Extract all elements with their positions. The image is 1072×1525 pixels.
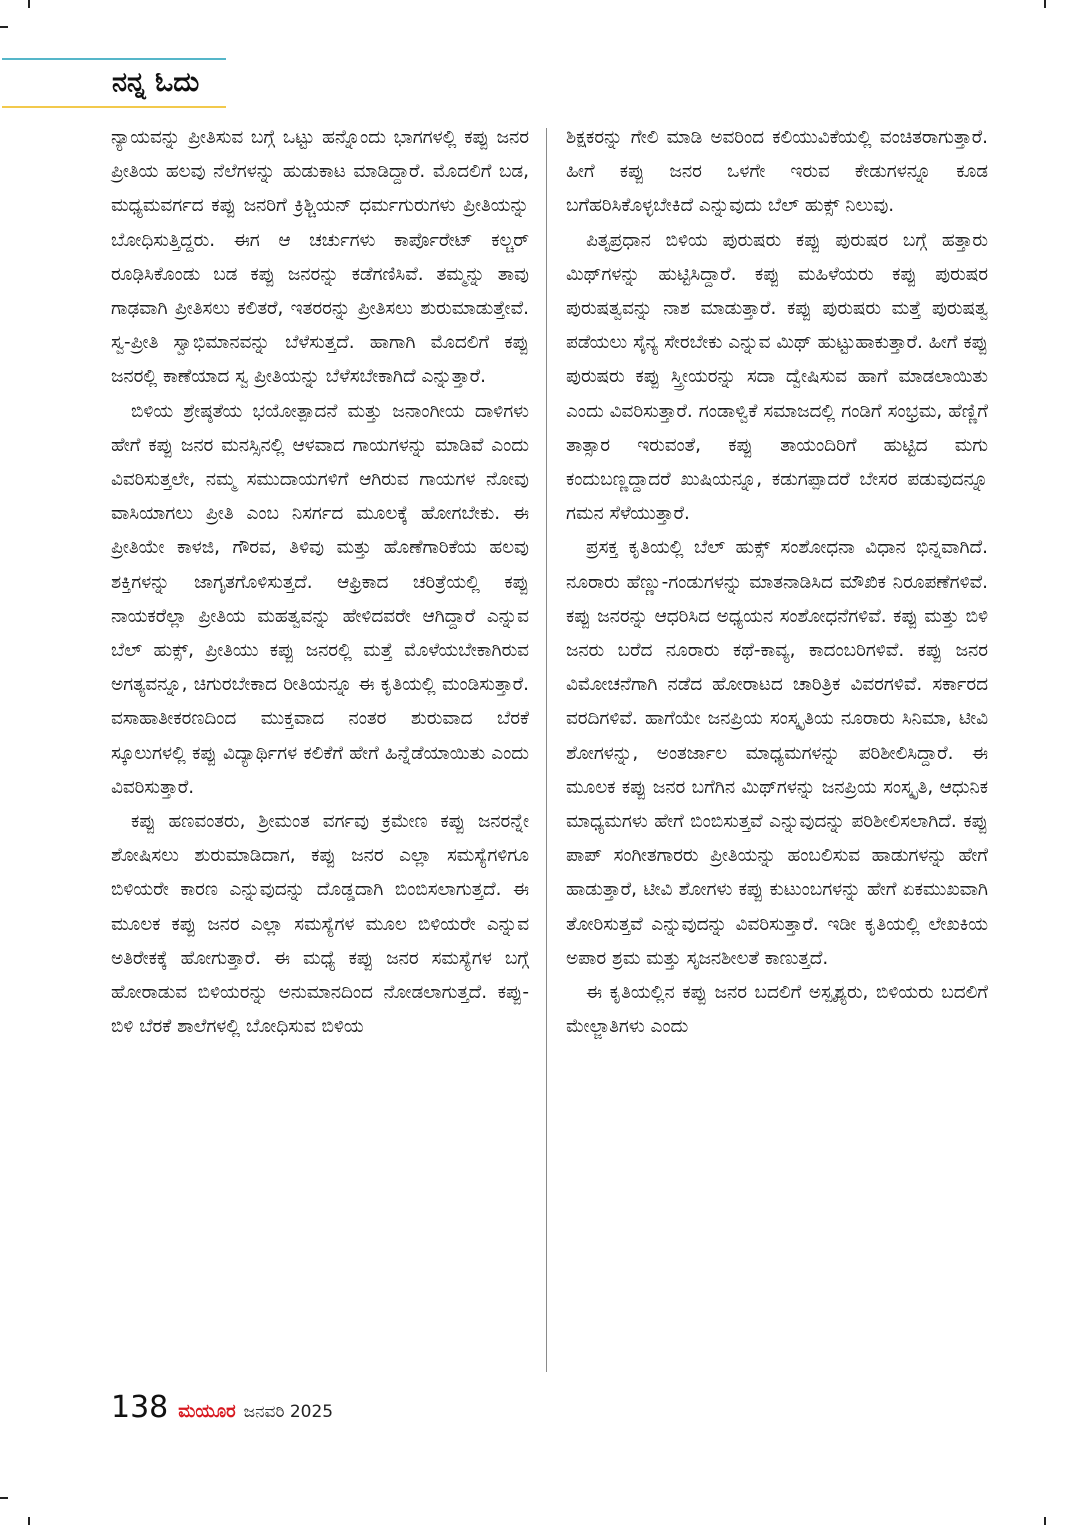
crop-mark-top-left [28,0,30,8]
paragraph: ಶಿಕ್ಷಕರನ್ನು ಗೇಲಿ ಮಾಡಿ ಅವರಿಂದ ಕಲಿಯುವಿಕೆಯಲ್ಲಿ ವಂಚಿತರಾಗುತ್ತಾರೆ. ಹೀಗೆ ಕಪ್ಪು ಜನರ ಒಳಗೇ ಇರುವ ಕೇಡುಗಳನ್ನೂ ಕೂಡ ಬಗೆಹರಿಸಿಕೊಳ್ಳಬೇಕಿದೆ ಎನ್ನುವುದು ಬೆಲ್ ಹುಕ್ಸ್ ನಿಲುವು. [566,127,988,217]
header-top-rule [2,58,226,60]
section-title: ನನ್ನ ಓದು [112,67,200,98]
crop-mark-bottom-left [28,1517,30,1525]
crop-mark-left-upper [0,26,8,28]
column-divider [546,128,547,1372]
section-header [0,56,228,112]
crop-mark-top-right [1044,0,1046,8]
page-number: 138 [111,1390,169,1425]
paragraph: ಪಿತೃಪ್ರಧಾನ ಬಿಳಿಯ ಪುರುಷರು ಕಪ್ಪು ಪುರುಷರ ಬಗ್ಗೆ ಹತ್ತಾರು ಮಿಥ್‌ಗಳನ್ನು ಹುಟ್ಟಿಸಿದ್ದಾರೆ. ಕಪ್ಪು ಮಹಿಳೆಯರು ಕಪ್ಪು ಪುರುಷರ ಪುರುಷತ್ವವನ್ನು ನಾಶ ಮಾಡುತ್ತಾರೆ. ಕಪ್ಪು ಪುರುಷರು ಮತ್ತೆ ಪುರುಷತ್ವ ಪಡೆಯಲು ಸೈನ್ಯ ಸೇರಬೇಕು ಎನ್ನುವ ಮಿಥ್ ಹುಟ್ಟುಹಾಕುತ್ತಾರೆ. ಹೀಗೆ ಕಪ್ಪು ಪುರುಷರು ಕಪ್ಪು ಸ್ತ್ರೀಯರನ್ನು ಸದಾ ದ್ವೇಷಿಸುವ ಹಾಗೆ ಮಾಡಲಾಯಿತು ಎಂದು ವಿವರಿಸುತ್ತಾರೆ. ಗಂಡಾಳ್ವಿಕೆ ಸಮಾಜದಲ್ಲಿ ಗಂಡಿಗೆ ಸಂಭ್ರಮ, ಹೆಣ್ಣಿಗೆ ತಾತ್ಸಾರ ಇರುವಂತೆ, ಕಪ್ಪು ತಾಯಂದಿರಿಗೆ ಹುಟ್ಟಿದ ಮಗು ಕಂದುಬಣ್ಣದ್ದಾದರೆ ಖುಷಿಯನ್ನೂ, ಕಡುಗಪ್ಪಾದರೆ ಬೇಸರ ಪಡುವುದನ್ನೂ ಗಮನ ಸೆಳೆಯುತ್ತಾರೆ. [566,229,988,525]
article-column-right [566,121,988,1044]
crop-mark-left-lower [0,1497,8,1499]
paragraph: ಈ ಕೃತಿಯಲ್ಲಿನ ಕಪ್ಪು ಜನರ ಬದಲಿಗೆ ಅಸ್ಪೃಶ್ಯರು, ಬಿಳಿಯರು ಬದಲಿಗೆ ಮೇಲ್ಜಾತಿಗಳು ಎಂದು [566,982,988,1038]
paragraph: ನ್ಯಾಯವನ್ನು ಪ್ರೀತಿಸುವ ಬಗ್ಗೆ ಒಟ್ಟು ಹನ್ನೊಂದು ಭಾಗಗಳಲ್ಲಿ ಕಪ್ಪು ಜನರ ಪ್ರೀತಿಯ ಹಲವು ನೆಲೆಗಳನ್ನು ಹುಡುಕಾಟ ಮಾಡಿದ್ದಾರೆ. ಮೊದಲಿಗೆ ಬಡ, ಮಧ್ಯಮವರ್ಗದ ಕಪ್ಪು ಜನರಿಗೆ ಕ್ರಿಶ್ಚಿಯನ್ ಧರ್ಮಗುರುಗಳು ಪ್ರೀತಿಯನ್ನು ಬೋಧಿಸುತ್ತಿದ್ದರು. ಈಗ ಆ ಚರ್ಚುಗಳು ಕಾರ್ಪೊರೇಟ್ ಕಲ್ಚರ್ ರೂಢಿಸಿಕೊಂಡು ಬಡ ಕಪ್ಪು ಜನರನ್ನು ಕಡೆಗಣಿಸಿವೆ. ತಮ್ಮನ್ನು ತಾವು ಗಾಢವಾಗಿ ಪ್ರೀತಿಸಲು ಕಲಿತರೆ, ಇತರರನ್ನು ಪ್ರೀತಿಸಲು ಶುರುಮಾಡುತ್ತೇವೆ. ಸ್ವ-ಪ್ರೀತಿ ಸ್ವಾಭಿಮಾನವನ್ನು ಬೆಳೆಸುತ್ತದೆ. ಹಾಗಾಗಿ ಮೊದಲಿಗೆ ಕಪ್ಪು ಜನರಲ್ಲಿ ಕಾಣೆಯಾದ ಸ್ವ ಪ್ರೀತಿಯನ್ನು ಬೆಳೆಸಬೇಕಾಗಿದೆ ಎನ್ನುತ್ತಾರೆ. [111,127,529,388]
paragraph: ಕಪ್ಪು ಹಣವಂತರು, ಶ್ರೀಮಂತ ವರ್ಗವು ಕ್ರಮೇಣ ಕಪ್ಪು ಜನರನ್ನೇ ಶೋಷಿಸಲು ಶುರುಮಾಡಿದಾಗ, ಕಪ್ಪು ಜನರ ಎಲ್ಲಾ ಸಮಸ್ಯೆಗಳಿಗೂ ಬಿಳಿಯರೇ ಕಾರಣ ಎನ್ನುವುದನ್ನು ದೊಡ್ಡದಾಗಿ ಬಿಂಬಿಸಲಾಗುತ್ತದೆ. ಈ ಮೂಲಕ ಕಪ್ಪು ಜನರ ಎಲ್ಲಾ ಸಮಸ್ಯೆಗಳ ಮೂಲ ಬಿಳಿಯರೇ ಎನ್ನುವ ಅತಿರೇಕಕ್ಕೆ ಹೋಗುತ್ತಾರೆ. ಈ ಮಧ್ಯೆ ಕಪ್ಪು ಜನರ ಸಮಸ್ಯೆಗಳ ಬಗ್ಗೆ ಹೋರಾಡುವ ಬಿಳಿಯರನ್ನು ಅನುಮಾನದಿಂದ ನೋಡಲಾಗುತ್ತದೆ. ಕಪ್ಪು-ಬಿಳಿ ಬೆರಕೆ ಶಾಲೆಗಳಲ್ಲಿ ಬೋಧಿಸುವ ಬಿಳಿಯ [111,811,529,1038]
article-column-left [111,121,529,1044]
page-footer [111,1390,333,1430]
paragraph: ಪ್ರಸಕ್ತ ಕೃತಿಯಲ್ಲಿ ಬೆಲ್ ಹುಕ್ಸ್ ಸಂಶೋಧನಾ ವಿಧಾನ ಭಿನ್ನವಾಗಿದೆ. ನೂರಾರು ಹೆಣ್ಣು-ಗಂಡುಗಳನ್ನು ಮಾತನಾಡಿಸಿದ ಮೌಖಿಕ ನಿರೂಪಣೆಗಳಿವೆ. ಕಪ್ಪು ಜನರನ್ನು ಆಧರಿಸಿದ ಅಧ್ಯಯನ ಸಂಶೋಧನೆಗಳಿವೆ. ಕಪ್ಪು ಮತ್ತು ಬಿಳಿ ಜನರು ಬರೆದ ನೂರಾರು ಕಥೆ-ಕಾವ್ಯ, ಕಾದಂಬರಿಗಳಿವೆ. ಕಪ್ಪು ಜನರ ವಿಮೋಚನೆಗಾಗಿ ನಡೆದ ಹೋರಾಟದ ಚಾರಿತ್ರಿಕ ವಿವರಗಳಿವೆ. ಸರ್ಕಾರದ ವರದಿಗಳಿವೆ. ಹಾಗೆಯೇ ಜನಪ್ರಿಯ ಸಂಸ್ಕೃತಿಯ ನೂರಾರು ಸಿನಿಮಾ, ಟೀವಿ ಶೋಗಳನ್ನು, ಅಂತರ್ಜಾಲ ಮಾಧ್ಯಮಗಳನ್ನು ಪರಿಶೀಲಿಸಿದ್ದಾರೆ. ಈ ಮೂಲಕ ಕಪ್ಪು ಜನರ ಬಗೆಗಿನ ಮಿಥ್‌ಗಳನ್ನು ಜನಪ್ರಿಯ ಸಂಸ್ಕೃತಿ, ಆಧುನಿಕ ಮಾಧ್ಯಮಗಳು ಹೇಗೆ ಬಿಂಬಿಸುತ್ತವೆ ಎನ್ನುವುದನ್ನು ಪರಿಶೀಲಿಸಲಾಗಿದೆ. ಕಪ್ಪು ಪಾಪ್ ಸಂಗೀತಗಾರರು ಪ್ರೀತಿಯನ್ನು ಹಂಬಲಿಸುವ ಹಾಡುಗಳನ್ನು ಹೇಗೆ ಹಾಡುತ್ತಾರೆ, ಟೀವಿ ಶೋಗಳು ಕಪ್ಪು ಕುಟುಂಬಗಳನ್ನು ಹೇಗೆ ಏಕಮುಖವಾಗಿ ತೋರಿಸುತ್ತವೆ ಎನ್ನುವುದನ್ನು ವಿವರಿಸುತ್ತಾರೆ. ಇಡೀ ಕೃತಿಯಲ್ಲಿ ಲೇಖಕಿಯ ಅಪಾರ ಶ್ರಮ ಮತ್ತು ಸೃಜನಶೀಲತೆ ಕಾಣುತ್ತದೆ. [566,537,988,969]
crop-mark-bottom-right [1044,1517,1046,1525]
header-bottom-rule [2,106,226,108]
paragraph: ಬಿಳಿಯ ಶ್ರೇಷ್ಠತೆಯ ಭಯೋತ್ಪಾದನೆ ಮತ್ತು ಜನಾಂಗೀಯ ದಾಳಿಗಳು ಹೇಗೆ ಕಪ್ಪು ಜನರ ಮನಸ್ಸಿನಲ್ಲಿ ಆಳವಾದ ಗಾಯಗಳನ್ನು ಮಾಡಿವೆ ಎಂದು ವಿವರಿಸುತ್ತಲೇ, ನಮ್ಮ ಸಮುದಾಯಗಳಿಗೆ ಆಗಿರುವ ಗಾಯಗಳ ನೋವು ವಾಸಿಯಾಗಲು ಪ್ರೀತಿ ಎಂಬ ನಿಸರ್ಗದ ಮೂಲಕ್ಕೆ ಹೋಗಬೇಕು. ಈ ಪ್ರೀತಿಯೇ ಕಾಳಜಿ, ಗೌರವ, ತಿಳಿವು ಮತ್ತು ಹೊಣೆಗಾರಿಕೆಯ ಹಲವು ಶಕ್ತಿಗಳನ್ನು ಜಾಗೃತಗೊಳಿಸುತ್ತದೆ. ಆಫ್ರಿಕಾದ ಚರಿತ್ರೆಯಲ್ಲಿ ಕಪ್ಪು ನಾಯಕರೆಲ್ಲಾ ಪ್ರೀತಿಯ ಮಹತ್ವವನ್ನು ಹೇಳಿದವರೇ ಆಗಿದ್ದಾರೆ ಎನ್ನುವ ಬೆಲ್ ಹುಕ್ಸ್, ಪ್ರೀತಿಯು ಕಪ್ಪು ಜನರಲ್ಲಿ ಮತ್ತೆ ಮೊಳೆಯಬೇಕಾಗಿರುವ ಅಗತ್ಯವನ್ನೂ, ಚಿಗುರಬೇಕಾದ ರೀತಿಯನ್ನೂ ಈ ಕೃತಿಯಲ್ಲಿ ಮಂಡಿಸುತ್ತಾರೆ. ವಸಾಹಾತೀಕರಣದಿಂದ ಮುಕ್ತವಾದ ನಂತರ ಶುರುವಾದ ಬೆರಕೆ ಸ್ಕೂಲುಗಳಲ್ಲಿ ಕಪ್ಪು ವಿದ್ಯಾರ್ಥಿಗಳ ಕಲಿಕೆಗೆ ಹೇಗೆ ಹಿನ್ನೆಡೆಯಾಯಿತು ಎಂದು ವಿವರಿಸುತ್ತಾರೆ. [111,400,529,798]
magazine-logo: ಮಯೂರ [178,1401,236,1422]
issue-date: ಜನವರಿ 2025 [243,1402,334,1422]
